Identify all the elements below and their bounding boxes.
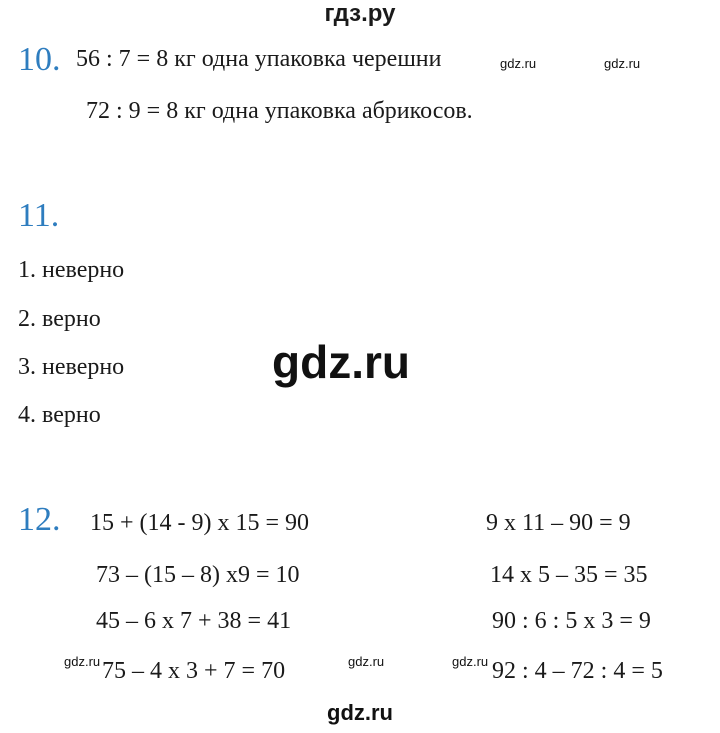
task-12-right-3: 90 : 6 : 5 х 3 = 9 <box>492 608 651 634</box>
task-12-left-4: 75 – 4 х 3 + 7 = 70 <box>102 658 286 684</box>
task-12-right-1: 9 х 11 – 90 = 9 <box>486 510 631 536</box>
task-12-left-2: 73 – (15 – 8) х9 = 10 <box>96 562 300 588</box>
task-12-left-1: 15 + (14 - 9) х 15 = 90 <box>90 510 310 536</box>
task-12-number: 12. <box>18 501 61 538</box>
watermark-bottom: gdz.ru <box>327 700 393 725</box>
watermark-small-2: gdz.ru <box>604 56 641 71</box>
task-10-line-1: 56 : 7 = 8 кг одна упаковка черешни <box>76 46 442 72</box>
task-11-item-3: 3. неверно <box>18 354 125 380</box>
watermark-small-1: gdz.ru <box>500 56 537 71</box>
task-12-right-4: 92 : 4 – 72 : 4 = 5 <box>492 658 663 684</box>
task-11-item-2: 2. верно <box>18 306 101 332</box>
watermark-top: гдз.ру <box>324 0 396 27</box>
task-10-line-2: 72 : 9 = 8 кг одна упаковка абрикосов. <box>86 98 473 124</box>
task-11-item-4: 4. верно <box>18 402 101 428</box>
task-10-number: 10. <box>18 41 61 78</box>
task-11-number: 11. <box>18 197 60 234</box>
task-11-item-1: 1. неверно <box>18 257 125 283</box>
watermark-center: gdz.ru <box>272 336 410 388</box>
task-12-right-2: 14 х 5 – 35 = 35 <box>490 562 648 588</box>
watermark-small-4: gdz.ru <box>348 654 385 669</box>
watermark-small-5: gdz.ru <box>452 654 489 669</box>
watermark-small-3: gdz.ru <box>64 654 101 669</box>
task-12-left-3: 45 – 6 х 7 + 38 = 41 <box>96 608 292 634</box>
